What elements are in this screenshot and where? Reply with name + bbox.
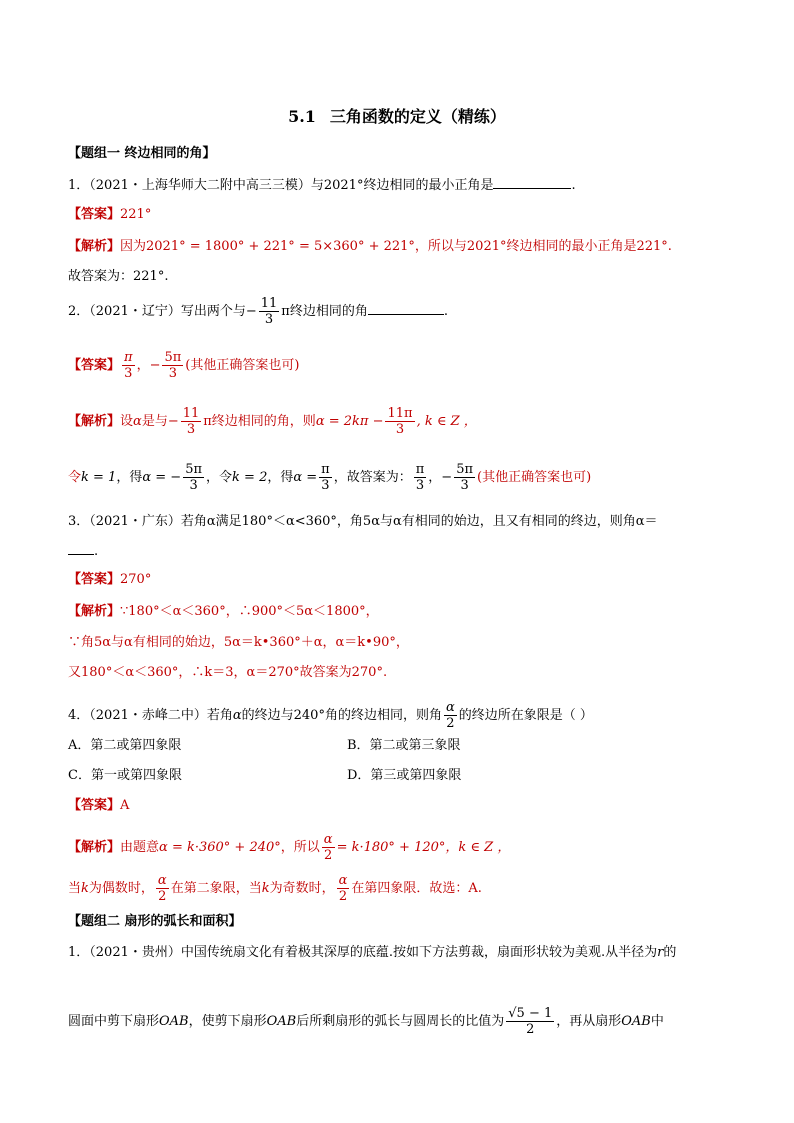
explanation-label: 【解析】 (68, 604, 121, 619)
answer-blank (368, 301, 444, 315)
q1-explanation-line2: 故答案为：221°. (68, 269, 169, 284)
q2-explanation-line2: 令k = 1，得α = − $\frac{5\pi}{3}$ ，令k = 2，得α = $\frac{\pi}{3}$ ，故答案为： $\frac{\pi}{3}$ ，− $\frac{5\pi}{3}$ (其他正确答案也可) (68, 462, 592, 493)
q4-answer (68, 797, 129, 815)
answer-blank (493, 175, 571, 189)
title-text: 三角函数的定义（精练） (329, 107, 506, 126)
q2-explanation: 【解析】设α是与− $\frac{11}{3}$ π终边相同的角，则α = 2kπ − $\frac{11\pi}{3}$ , k ∈ Z ， (68, 406, 477, 437)
explanation-label: 【解析】 (68, 414, 121, 429)
q1-explanation: 【解析】因为2021° = 1800° + 221° = 5×360° + 221°，所以与2021°终边相同的最小正角是221°. (68, 239, 672, 254)
q3-explanation-line2: ∵角5α与α有相同的始边，5α＝k•360°＋α，α＝k•90°， (68, 635, 409, 650)
q2-answer: 【答案】 $\frac{\pi}{3}$ ，− $\frac{5\pi}{3}$ (其他正确答案也可) (68, 350, 300, 381)
q4-option-a[interactable]: A．第二或第四象限 (68, 738, 182, 753)
page-title (0, 104, 794, 127)
answer-blank (68, 541, 94, 555)
q3-explanation: 【解析】∵180°＜α＜360°，∴900°＜5α＜1800°， (68, 604, 379, 619)
q4-explanation-line2: 当k为偶数时， $\frac{\alpha}{2}$ 在第二象限，当k为奇数时， $\frac{\alpha}{2}$ 在第四象限．故选：A. (68, 873, 482, 904)
explanation-label: 【解析】 (68, 840, 121, 855)
q4-option-c[interactable]: C．第一或第四象限 (68, 768, 182, 783)
answer-label: 【答案】 (68, 572, 121, 587)
q4-stem: 4．（2021・赤峰二中）若角α的终边与240°角的终边相同，则角 $\frac{\alpha}{2}$ 的终边所在象限是（ ） (68, 700, 593, 731)
section-number: 5.1 (288, 107, 316, 126)
group2-heading: 【题组二 扇形的弧长和面积】 (68, 914, 242, 929)
q2-stem: 2．（2021・辽宁）写出两个与− $\frac{11}{3}$ π终边相同的角 . (68, 296, 448, 327)
answer-label: 【答案】 (68, 798, 121, 813)
answer-value: A (120, 798, 130, 813)
q4-explanation: 【解析】由题意α = k·360° + 240°，所以 $\frac{\alpha}{2}$ = k·180° + 120°，k ∈ Z ， (68, 832, 511, 863)
q1-stem: 1．（2021・上海华师大二附中高三三模）与2021°终边相同的最小正角是 . (68, 175, 576, 195)
q1-answer (68, 206, 151, 224)
answer-label: 【答案】 (68, 207, 121, 222)
q3-explanation-line3: 又180°＜α＜360°，∴k＝3，α＝270°故答案为270°. (68, 665, 388, 680)
group1-heading: 【题组一 终边相同的角】 (68, 146, 216, 161)
q4-option-d[interactable]: D．第三或第四象限 (347, 768, 462, 783)
explanation-label: 【解析】 (68, 239, 121, 254)
q5-stem-line2: 圆面中剪下扇形OAB，使剪下扇形OAB后所剩扇形的弧长与圆周长的比值为 $\frac{√5 - 1}{2}$ ，再从扇形OAB中 (68, 1006, 664, 1037)
answer-value: 270° (120, 572, 152, 587)
answer-label: 【答案】 (68, 358, 121, 373)
q5-stem-line1: 1．（2021・贵州）中国传统扇文化有着极其深厚的底蕴.按如下方法剪裁，扇面形状较为美观.从半径为r的 (68, 945, 677, 960)
answer-value: 221° (120, 207, 152, 222)
q4-option-b[interactable]: B．第二或第三象限 (347, 738, 461, 753)
q3-blank-line: . (68, 541, 98, 561)
q3-stem: 3．（2021・广东）若角α满足180°＜α<360°，角5α与α有相同的始边，且又有相同的终边，则角α＝ (68, 514, 658, 529)
q3-answer (68, 571, 151, 589)
